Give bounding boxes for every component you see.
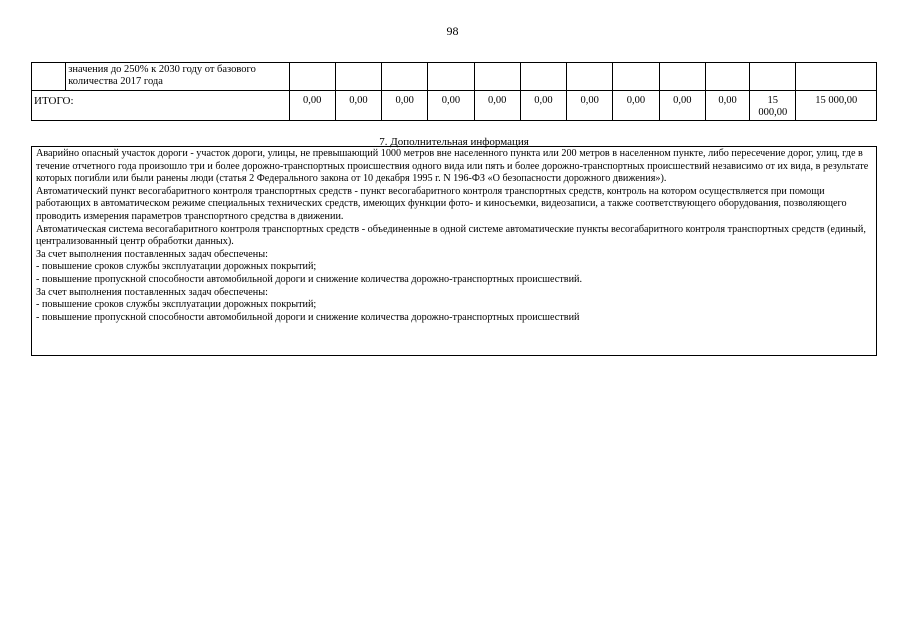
page-number: 98 (446, 24, 459, 38)
budget-table (31, 62, 877, 121)
total-value-grand: 15 000,00 (796, 91, 877, 121)
table-cell-blank (567, 63, 613, 91)
total-label: ИТОГО: (32, 91, 290, 121)
info-paragraph: - повышение сроков службы эксплуатации дорожных покрытий; (36, 261, 317, 273)
table-cell-blank (32, 63, 66, 91)
table-cell-blank (428, 63, 474, 91)
table-cell-blank (520, 63, 566, 91)
info-paragraph: Аварийно опасный участок дороги - участок дороги, улицы, не превышающий 1000 метров вне населенного пункта или 200 метров в населенном пункте, либо пересечение дорог, улиц, где в течение отчетного года произошло три и более дорожно-транспортных происшествия одного вида или пять и более дорожно-транспортных происшествий независимо от их вида, в результате которых погибли или были ранены люди (статья 2 Федерального закона от 10 декабря 1995 г. N 196-ФЗ «О безопасности дорожного движения»). (36, 148, 869, 185)
additional-info-box (31, 146, 877, 356)
total-value: 0,00 (705, 91, 749, 121)
total-value: 0,00 (289, 91, 335, 121)
table-cell-blank (750, 63, 796, 91)
info-paragraph: - повышение пропускной способности автомобильной дороги и снижение количества дорожно-транспортных происшествий. (36, 273, 583, 285)
total-value: 0,00 (335, 91, 381, 121)
info-paragraph: За счет выполнения поставленных задач обеспечены: (36, 286, 268, 298)
table-cell-blank (335, 63, 381, 91)
table-cell-blank (474, 63, 520, 91)
table-cell-blank (659, 63, 705, 91)
table-cell-blank (705, 63, 749, 91)
total-value: 0,00 (520, 91, 566, 121)
section-title: 7. Дополнительная информация (379, 136, 529, 148)
table-cell-blank (613, 63, 659, 91)
info-paragraph: Автоматическая система весогабаритного контроля транспортных средств - объединенные в одной системе автоматические пункты весогабаритного контроля транспортных средств (единый, централизованный центр обработки данных). (36, 223, 866, 248)
info-paragraph: - повышение сроков службы эксплуатации дорожных покрытий; (36, 299, 317, 311)
table-row-continuation (32, 63, 877, 91)
indicator-text-cell: значения до 250% к 2030 году от базового количества 2017 года (66, 63, 289, 91)
total-value: 0,00 (613, 91, 659, 121)
total-value: 15 000,00 (750, 91, 796, 121)
info-paragraph: - повышение пропускной способности автомобильной дороги и снижение количества дорожно-транспортных происшествий (36, 311, 580, 323)
table-cell-blank (382, 63, 428, 91)
total-value: 0,00 (428, 91, 474, 121)
total-value: 0,00 (474, 91, 520, 121)
table-cell-blank (796, 63, 877, 91)
total-value: 0,00 (382, 91, 428, 121)
table-cell-blank (289, 63, 335, 91)
table-row-total (32, 91, 877, 121)
total-value: 0,00 (567, 91, 613, 121)
info-paragraph: Автоматический пункт весогабаритного контроля транспортных средств - пункт весогабаритного контроля транспортных средств, контроль на котором осуществляется при помощи работающих в автоматическом режиме специальных технических средств, имеющих функции фото- и киносъемки, видеозаписи, а также соответствующего оборудования, позволяющего проводить измерения параметров транспортного средства в движении. (36, 185, 847, 222)
info-paragraph: За счет выполнения поставленных задач обеспечены: (36, 248, 268, 260)
total-value: 0,00 (659, 91, 705, 121)
